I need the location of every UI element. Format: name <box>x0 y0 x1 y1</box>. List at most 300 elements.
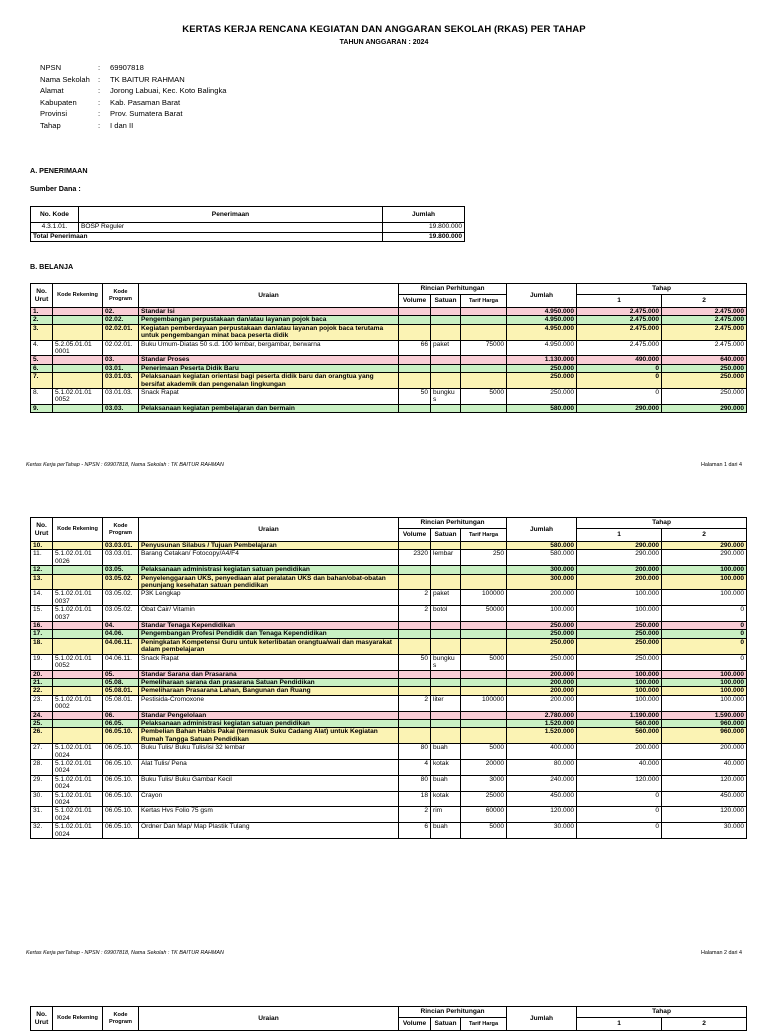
row-uraian: Standar Pengelolaan <box>139 711 399 719</box>
row-tahap2: 1.590.000 <box>662 711 747 719</box>
row-uraian: Buku Tulis/ Buku Gambar Kecil <box>139 775 399 791</box>
row-tahap2: 450.000 <box>662 791 747 807</box>
row-jumlah: 250.000 <box>507 364 577 372</box>
row-kode-rekening: 5.1.02.01.01 0026 <box>53 550 103 566</box>
row-volume <box>399 728 431 744</box>
table-row <box>31 364 747 372</box>
col-header-uraian: Uraian <box>139 1007 399 1031</box>
row-uraian: Buku Tulis/ Buku Tulis/isi 32 lembar <box>139 744 399 760</box>
row-volume: 80 <box>399 775 431 791</box>
row-uraian: Snack Rapat <box>139 389 399 405</box>
row-uraian: Crayon <box>139 791 399 807</box>
row-jumlah: 1.520.000 <box>507 719 577 727</box>
row-tarif <box>461 324 507 340</box>
row-kode-rekening: 5.1.02.01.01 0052 <box>53 389 103 405</box>
row-tahap1: 290.000 <box>577 550 662 566</box>
row-kode-program: 02.02.01. <box>103 340 139 356</box>
table-row <box>31 791 747 807</box>
row-kode-program: 06.05.10. <box>103 744 139 760</box>
row-tahap1: 0 <box>577 791 662 807</box>
row-jumlah: 250.000 <box>507 630 577 638</box>
row-uraian: Penyusunan Silabus / Tujuan Pembelajaran <box>139 542 399 550</box>
row-satuan <box>431 316 461 324</box>
row-jumlah: 80.000 <box>507 759 577 775</box>
col-header-volume: Volume <box>399 1018 431 1031</box>
row-tarif <box>461 566 507 574</box>
table-row <box>31 695 747 711</box>
row-kode-program: 03.01. <box>103 364 139 372</box>
row-satuan <box>431 670 461 678</box>
row-kode-rekening <box>53 324 103 340</box>
row-volume: 2 <box>399 606 431 622</box>
row-tahap2: 250.000 <box>662 373 747 389</box>
row-tahap1: 0 <box>577 389 662 405</box>
row-kode-program: 04. <box>103 622 139 630</box>
row-no: 1. <box>31 308 53 316</box>
row-uraian: Snack Rapat <box>139 654 399 670</box>
row-uraian: Standar Isi <box>139 308 399 316</box>
row-satuan <box>431 308 461 316</box>
row-no: 13. <box>31 574 53 590</box>
row-tahap2: 0 <box>662 654 747 670</box>
row-no: 17. <box>31 630 53 638</box>
row-uraian: Pelaksanaan kegiatan orientasi bagi peserta didik baru dan orangtua yang bersifat akademik dan pengenalan lingkungan <box>139 373 399 389</box>
row-no: 2. <box>31 316 53 324</box>
row-volume: 50 <box>399 654 431 670</box>
table-row <box>31 574 747 590</box>
row-no: 4. <box>31 340 53 356</box>
row-kode-rekening <box>53 711 103 719</box>
row-volume <box>399 638 431 654</box>
col-header-tarif: Tarif Harga <box>461 529 507 542</box>
col-header-no: No. Urut <box>31 284 53 308</box>
row-volume <box>399 622 431 630</box>
info-colon: : <box>98 86 101 96</box>
row-volume <box>399 719 431 727</box>
row-tahap2: 40.000 <box>662 759 747 775</box>
row-tahap2: 0 <box>662 622 747 630</box>
info-label: Nama Sekolah <box>40 74 90 84</box>
col-header-tahap: Tahap <box>577 1007 747 1018</box>
col-header-jumlah: Jumlah <box>507 284 577 308</box>
row-jumlah: 200.000 <box>507 670 577 678</box>
row-tahap2: 0 <box>662 638 747 654</box>
col-header-program: Kode Program <box>103 518 139 542</box>
col-header-tahap2: 2 <box>662 529 747 542</box>
col-header-rekening: Kode Rekening <box>53 284 103 308</box>
row-volume <box>399 711 431 719</box>
row-tarif: 3000 <box>461 775 507 791</box>
info-label: NPSN <box>40 63 62 72</box>
info-colon: : <box>98 63 101 72</box>
row-kode-program: 06.05.10. <box>103 775 139 791</box>
row-kode-rekening <box>53 678 103 686</box>
info-label: Kabupaten <box>40 97 77 107</box>
table-row <box>31 687 747 695</box>
row-tahap1: 0 <box>577 364 662 372</box>
row-jumlah: 4.950.000 <box>507 324 577 340</box>
col-header-tahap: Tahap <box>577 518 747 529</box>
row-volume: 50 <box>399 389 431 405</box>
row-no: 18. <box>31 638 53 654</box>
row-tahap2: 120.000 <box>662 807 747 823</box>
row-tahap2: 100.000 <box>662 590 747 606</box>
row-tahap2: 0 <box>662 630 747 638</box>
row-tahap2: 960.000 <box>662 728 747 744</box>
row-volume <box>399 670 431 678</box>
row-volume <box>399 574 431 590</box>
row-kode-program: 03.05.02. <box>103 606 139 622</box>
row-tahap2: 960.000 <box>662 719 747 727</box>
belanja-table-page1 <box>30 283 747 413</box>
row-satuan: buah <box>431 744 461 760</box>
row-uraian: Ordner Dan Map/ Map Plastik Tulang <box>139 823 399 839</box>
info-row <box>40 63 227 75</box>
row-kode-rekening: 5.2.05.01.01 0001 <box>53 340 103 356</box>
col-header-rekening: Kode Rekening <box>53 1007 103 1031</box>
row-kode-program: 06.05.10. <box>103 807 139 823</box>
row-tahap1: 2.475.000 <box>577 316 662 324</box>
row-uraian: Pestisida-Cromoxone <box>139 695 399 711</box>
col-header-program: Kode Program <box>103 1007 139 1031</box>
row-volume <box>399 324 431 340</box>
row-no: 5. <box>31 356 53 364</box>
row-satuan: botol <box>431 606 461 622</box>
row-tahap1: 490.000 <box>577 356 662 364</box>
row-kode-rekening: 5.1.02.01.01 0024 <box>53 791 103 807</box>
info-colon: : <box>98 97 101 107</box>
col-header-satuan: Satuan <box>431 529 461 542</box>
row-kode-program: 03.01.03. <box>103 373 139 389</box>
table-row <box>31 759 747 775</box>
info-row <box>40 109 227 121</box>
row-tahap2: 290.000 <box>662 404 747 412</box>
table-row <box>31 550 747 566</box>
row-kode-program: 02.02.01. <box>103 324 139 340</box>
row-tahap1: 200.000 <box>577 574 662 590</box>
row-jumlah: 4.950.000 <box>507 308 577 316</box>
belanja-table-page2 <box>30 517 747 839</box>
row-kode-rekening <box>53 356 103 364</box>
row-no: 9. <box>31 404 53 412</box>
document-title: KERTAS KERJA RENCANA KEGIATAN DAN ANGGARAN SEKOLAH (RKAS) PER TAHAP <box>182 24 586 35</box>
row-tahap1: 200.000 <box>577 566 662 574</box>
col-header-rekening: Kode Rekening <box>53 518 103 542</box>
row-satuan: bungku s <box>431 654 461 670</box>
row-tahap1: 0 <box>577 823 662 839</box>
row-tahap1: 250.000 <box>577 654 662 670</box>
page-number: Halaman 1 dari 4 <box>700 462 742 468</box>
col-header-uraian: Uraian <box>139 284 399 308</box>
col-header-rincian: Rincian Perhitungan <box>399 518 507 529</box>
col-header-no: No. Urut <box>31 1007 53 1031</box>
row-uraian: Barang Cetakan/ Fotocopy/A4/F4 <box>139 550 399 566</box>
row-volume <box>399 678 431 686</box>
table-row <box>31 542 747 550</box>
info-value: Jorong Labuai, Kec. Koto Balingka <box>110 86 227 96</box>
row-volume: 2 <box>399 807 431 823</box>
row-satuan: buah <box>431 775 461 791</box>
row-no: 7. <box>31 373 53 389</box>
info-label: Alamat <box>40 86 64 96</box>
info-value: I dan II <box>110 120 134 130</box>
table-row <box>31 566 747 574</box>
info-colon: : <box>98 120 101 130</box>
row-tarif <box>461 678 507 686</box>
row-no: 25. <box>31 719 53 727</box>
row-satuan <box>431 404 461 412</box>
info-row <box>40 86 227 98</box>
row-tahap2: 30.000 <box>662 823 747 839</box>
row-satuan: bungku s <box>431 389 461 405</box>
row-kode-program: 03. <box>103 356 139 364</box>
col-header-no: No. Urut <box>31 518 53 542</box>
row-kode-program: 03.03.01. <box>103 550 139 566</box>
row-volume: 4 <box>399 759 431 775</box>
row-no: 30. <box>31 791 53 807</box>
row-kode-rekening <box>53 364 103 372</box>
sumber-dana-label: Sumber Dana : <box>30 184 81 193</box>
col-header-tahap: Tahap <box>577 284 747 295</box>
row-tarif: 5000 <box>461 389 507 405</box>
row-tahap2: 100.000 <box>662 574 747 590</box>
row-kode-program: 05.08. <box>103 678 139 686</box>
row-kode-program: 04.06.11. <box>103 638 139 654</box>
row-tahap1: 2.475.000 <box>577 308 662 316</box>
col-header-uraian: Uraian <box>139 518 399 542</box>
row-uraian: Buku Umum-Diatas 50 s.d. 100 lembar, bergambar, berwarna <box>139 340 399 356</box>
row-kode-program: 05.08.01. <box>103 695 139 711</box>
row-jumlah: 580.000 <box>507 542 577 550</box>
col-header-satuan: Satuan <box>431 1018 461 1031</box>
row-uraian: Standar Sarana dan Prasarana <box>139 670 399 678</box>
row-kode-rekening <box>53 574 103 590</box>
row-tahap1: 0 <box>577 807 662 823</box>
col-header-tahap2: 2 <box>662 1018 747 1031</box>
row-tarif: 25000 <box>461 791 507 807</box>
row-jumlah: 30.000 <box>507 823 577 839</box>
table-row <box>31 389 747 405</box>
row-no: 29. <box>31 775 53 791</box>
row-tarif: 5000 <box>461 654 507 670</box>
col-header-volume: Volume <box>399 529 431 542</box>
row-volume <box>399 630 431 638</box>
table-row <box>31 622 747 630</box>
row-uraian: Pemeliharaan Prasarana Lahan, Bangunan dan Ruang <box>139 687 399 695</box>
row-kode-rekening: 5.1.02.01.01 0037 <box>53 606 103 622</box>
row-jumlah: 400.000 <box>507 744 577 760</box>
row-kode-rekening: 5.1.02.01.01 0052 <box>53 654 103 670</box>
row-tarif <box>461 670 507 678</box>
row-no: 21. <box>31 678 53 686</box>
row-satuan: paket <box>431 340 461 356</box>
row-tahap2: 250.000 <box>662 389 747 405</box>
row-volume: 2 <box>399 695 431 711</box>
row-tahap2: 100.000 <box>662 687 747 695</box>
col-header-rincian: Rincian Perhitungan <box>399 1007 507 1018</box>
row-kode-program: 05.08.01. <box>103 687 139 695</box>
row-jumlah: 120.000 <box>507 807 577 823</box>
row-tahap2: 2.475.000 <box>662 316 747 324</box>
penerimaan-jumlah: 19.800.000 <box>383 223 465 233</box>
row-tarif <box>461 630 507 638</box>
row-no: 22. <box>31 687 53 695</box>
row-no: 31. <box>31 807 53 823</box>
row-tahap1: 0 <box>577 373 662 389</box>
penerimaan-name: BOSP Reguler <box>79 223 383 233</box>
penerimaan-total-row <box>31 233 465 242</box>
row-uraian: Obat Cair/ Vitamin <box>139 606 399 622</box>
row-kode-program: 03.05.02. <box>103 574 139 590</box>
col-header-satuan: Satuan <box>431 295 461 308</box>
row-tahap2: 2.475.000 <box>662 324 747 340</box>
row-tahap2: 290.000 <box>662 550 747 566</box>
table-row <box>31 316 747 324</box>
row-tahap1: 100.000 <box>577 687 662 695</box>
row-kode-program: 03.03. <box>103 404 139 412</box>
row-tahap1: 290.000 <box>577 404 662 412</box>
footer-text: Kertas Kerja perTahap - NPSN : 69907818, Nama Sekolah : TK BAITUR RAHMAN <box>26 950 224 956</box>
page-number: Halaman 2 dari 4 <box>700 950 742 956</box>
row-uraian: Pembelian Bahan Habis Pakai (termasuk Suku Cadang Alat) untuk Kegiatan Rumah Tangga Satuan Pendidikan <box>139 728 399 744</box>
row-tarif: 20000 <box>461 759 507 775</box>
row-satuan <box>431 678 461 686</box>
row-tarif: 100000 <box>461 695 507 711</box>
col-header-rincian: Rincian Perhitungan <box>399 284 507 295</box>
row-no: 28. <box>31 759 53 775</box>
total-penerimaan-value: 19.800.000 <box>383 233 465 242</box>
row-kode-rekening: 5.1.02.01.01 0024 <box>53 807 103 823</box>
table-row <box>31 606 747 622</box>
row-no: 19. <box>31 654 53 670</box>
row-kode-program: 06.05.10. <box>103 791 139 807</box>
row-satuan <box>431 638 461 654</box>
row-jumlah: 250.000 <box>507 622 577 630</box>
row-volume <box>399 316 431 324</box>
row-volume: 2320 <box>399 550 431 566</box>
row-kode-rekening <box>53 542 103 550</box>
row-kode-rekening <box>53 719 103 727</box>
row-uraian: Pemeliharaan sarana dan prasarana Satuan Pendidikan <box>139 678 399 686</box>
table-row <box>31 630 747 638</box>
row-volume <box>399 687 431 695</box>
row-jumlah: 200.000 <box>507 678 577 686</box>
row-satuan <box>431 324 461 340</box>
row-tarif: 5000 <box>461 823 507 839</box>
table-row <box>31 678 747 686</box>
row-uraian: Kertas Hvs Folio 75 gsm <box>139 807 399 823</box>
row-kode-program: 04.06. <box>103 630 139 638</box>
row-tahap2: 100.000 <box>662 670 747 678</box>
row-volume: 2 <box>399 590 431 606</box>
row-satuan: lembar <box>431 550 461 566</box>
row-jumlah: 2.780.000 <box>507 711 577 719</box>
row-uraian: Kegiatan pemberdayaan perpustakaan dan/atau layanan pojok baca terutama untuk pengembangan minat baca peserta didik <box>139 324 399 340</box>
table-row <box>31 711 747 719</box>
row-jumlah: 300.000 <box>507 574 577 590</box>
row-tarif <box>461 728 507 744</box>
row-no: 15. <box>31 606 53 622</box>
row-tahap2: 2.475.000 <box>662 308 747 316</box>
row-jumlah: 200.000 <box>507 695 577 711</box>
row-satuan: liter <box>431 695 461 711</box>
row-no: 26. <box>31 728 53 744</box>
row-uraian: P3K Lengkap <box>139 590 399 606</box>
row-no: 6. <box>31 364 53 372</box>
row-jumlah: 580.000 <box>507 404 577 412</box>
row-jumlah: 250.000 <box>507 373 577 389</box>
row-tahap2: 120.000 <box>662 775 747 791</box>
row-kode-rekening <box>53 728 103 744</box>
row-tahap2: 200.000 <box>662 744 747 760</box>
col-header-program: Kode Program <box>103 284 139 308</box>
row-kode-rekening: 5.1.02.01.01 0024 <box>53 775 103 791</box>
row-tahap1: 100.000 <box>577 670 662 678</box>
row-tahap2: 100.000 <box>662 566 747 574</box>
row-tahap1: 250.000 <box>577 630 662 638</box>
table-row <box>31 340 747 356</box>
row-tarif: 250 <box>461 550 507 566</box>
row-volume <box>399 566 431 574</box>
belanja-table-page3 <box>30 1006 747 1031</box>
row-uraian: Peningkatan Kompetensi Guru untuk keterlibatan orangtua/wali dan masyarakat dalam pembelajaran <box>139 638 399 654</box>
row-jumlah: 1.520.000 <box>507 728 577 744</box>
row-uraian: Alat Tulis/ Pena <box>139 759 399 775</box>
row-tarif <box>461 542 507 550</box>
row-kode-rekening <box>53 404 103 412</box>
col-header-kode: No. Kode <box>31 207 79 223</box>
table-row <box>31 404 747 412</box>
info-row <box>40 98 227 110</box>
row-volume: 18 <box>399 791 431 807</box>
row-jumlah: 200.000 <box>507 687 577 695</box>
info-value: Prov. Sumatera Barat <box>110 109 183 119</box>
row-jumlah: 580.000 <box>507 550 577 566</box>
row-tarif <box>461 638 507 654</box>
row-tahap1: 290.000 <box>577 542 662 550</box>
row-jumlah: 4.950.000 <box>507 316 577 324</box>
row-no: 3. <box>31 324 53 340</box>
row-kode-program: 06.05.10. <box>103 728 139 744</box>
info-value: Kab. Pasaman Barat <box>110 97 181 107</box>
row-kode-rekening: 5.1.02.01.01 0002 <box>53 695 103 711</box>
row-uraian: Pengembangan Profesi Pendidik dan Tenaga Kependidikan <box>139 630 399 638</box>
row-tarif: 100000 <box>461 590 507 606</box>
row-tarif: 50000 <box>461 606 507 622</box>
table-row <box>31 324 747 340</box>
row-kode-program: 06.05. <box>103 719 139 727</box>
row-tahap1: 40.000 <box>577 759 662 775</box>
col-header-tahap1: 1 <box>577 1018 662 1031</box>
row-tahap1: 1.190.000 <box>577 711 662 719</box>
penerimaan-row <box>31 223 465 233</box>
col-header-tarif: Tarif Harga <box>461 295 507 308</box>
row-uraian: Penyelenggaraan UKS, penyediaan alat peralatan UKS dan bahan/obat-obatan penunjang kesehatan satuan pendidikan <box>139 574 399 590</box>
col-header-tahap2: 2 <box>662 295 747 308</box>
row-satuan <box>431 711 461 719</box>
row-uraian: Standar Proses <box>139 356 399 364</box>
table-row <box>31 728 747 744</box>
row-jumlah: 250.000 <box>507 638 577 654</box>
row-tarif <box>461 308 507 316</box>
row-tahap1: 100.000 <box>577 606 662 622</box>
row-tarif <box>461 316 507 324</box>
table-row <box>31 670 747 678</box>
col-header-jumlah: Jumlah <box>507 1007 577 1031</box>
row-kode-program: 06.05.10. <box>103 823 139 839</box>
row-kode-program: 03.01.03. <box>103 389 139 405</box>
penerimaan-table <box>30 206 465 242</box>
